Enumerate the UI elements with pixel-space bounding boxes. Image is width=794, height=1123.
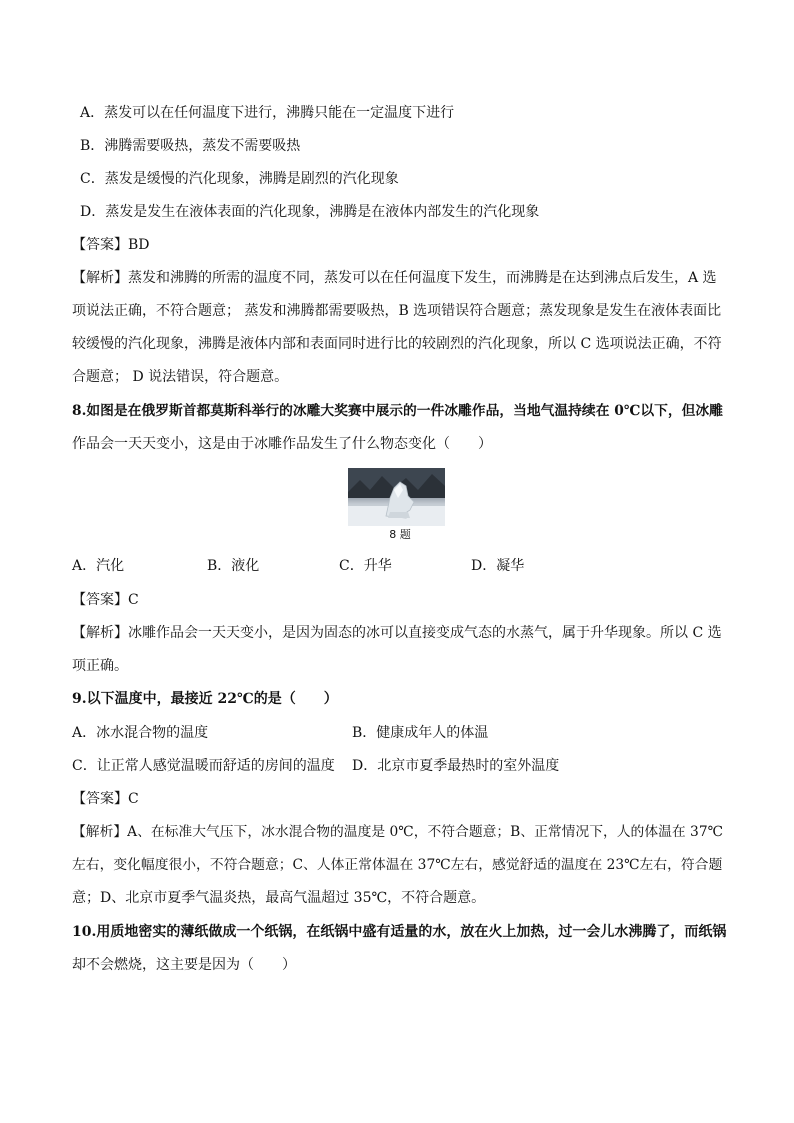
q7-analysis-line: 项说法正确，不符合题意； 蒸发和沸腾都需要吸热，B 选项错误符合题意；蒸发现象是发生在液体表面比 [72,303,722,319]
q9-answer: 【答案】C [72,791,139,807]
q7-option-d: D．蒸发是发生在液体表面的汽化现象，沸腾是在液体内部发生的汽化现象 [80,204,540,220]
q7-option-a: A．蒸发可以在任何温度下进行，沸腾只能在一定温度下进行 [80,105,455,121]
q9-stem: 9.以下温度中，最接近 22℃的是（ ） [72,691,338,707]
q9-analysis-line: 【解析】A、在标准大气压下，冰水混合物的温度是 0℃，不符合题意；B、正常情况下，人的体温在 37℃ [72,824,724,840]
q7-option-c: C．蒸发是缓慢的汽化现象，沸腾是剧烈的汽化现象 [80,171,399,187]
q9-option-d: D．北京市夏季最热时的室外温度 [352,758,560,774]
q8-option-d: D．凝华 [471,558,525,574]
q9-analysis-line: 左右，变化幅度很小，不符合题意；C、人体正常体温在 37℃左右，感觉舒适的温度在 23℃左右，符合题 [72,857,723,873]
q7-analysis-line: 较缓慢的汽化现象，沸腾是液体内部和表面同时进行比的较剧烈的汽化现象，所以 C 选项说法正确，不符 [72,336,722,352]
q7-option-b: B．沸腾需要吸热，蒸发不需要吸热 [80,138,301,154]
q9-option-c: C．让正常人感觉温暖而舒适的房间的温度 [72,758,335,774]
q8-answer: 【答案】C [72,592,139,608]
q9-analysis-line: 意；D、北京市夏季气温炎热，最高气温超过 35℃，不符合题意。 [72,890,486,906]
q8-analysis-line: 【解析】冰雕作品会一天天变小，是因为固态的冰可以直接变成气态的水蒸气，属于升华现象。所以 C 选 [72,625,722,641]
q10-stem-line: 却不会燃烧，这主要是因为（ ） [72,957,296,973]
q7-analysis-line: 合题意； D 说法错误，符合题意。 [72,369,289,385]
q10-stem-line: 10.用质地密实的薄纸做成一个纸锅，在纸锅中盛有适量的水，放在火上加热，过一会儿水沸腾了，而纸锅 [72,924,727,940]
q8-option-b: B．液化 [207,558,260,574]
q9-option-b: B．健康成年人的体温 [352,725,489,741]
figure-caption: 8 题 [389,528,411,541]
q8-stem-line: 8.如图是在俄罗斯首都莫斯科举行的冰雕大奖赛中展示的一件冰雕作品，当地气温持续在 0℃以下，但冰雕 [72,403,723,419]
q7-answer: 【答案】BD [72,237,150,253]
q7-analysis-line: 【解析】蒸发和沸腾的所需的温度不同，蒸发可以在任何温度下发生，而沸腾是在达到沸点后发生，A 选 [72,270,717,286]
q8-option-a: A．汽化 [72,558,125,574]
q8-stem-line: 作品会一天天变小，这是由于冰雕作品发生了什么物态变化（ ） [72,436,492,452]
ice-sculpture-photo [348,468,445,526]
q8-analysis-line: 项正确。 [72,658,128,674]
q8-option-c: C．升华 [339,558,392,574]
q9-option-a: A．冰水混合物的温度 [72,725,209,741]
